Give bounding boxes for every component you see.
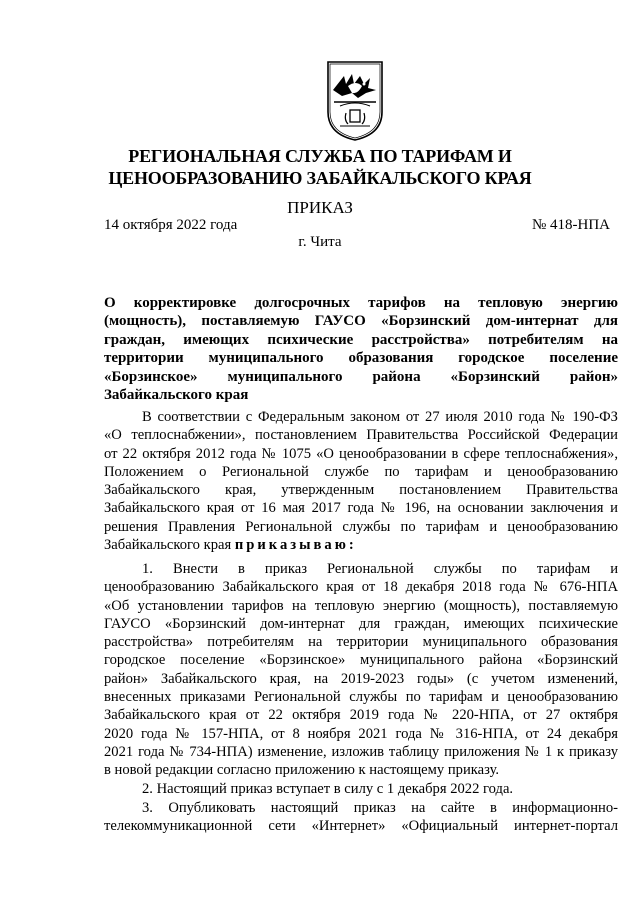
paragraph-line: ГАУСО «Борзинский дом-интернат для граждан, имеющих психические [104, 615, 618, 632]
agency-title-line-1: РЕГИОНАЛЬНАЯ СЛУЖБА ПО ТАРИФАМ И [128, 146, 512, 166]
paragraph-line [104, 536, 618, 554]
paragraph-line: Положением о Региональной службе по тарифам и ценообразованию [104, 463, 618, 480]
paragraph-line: «О теплоснабжении», постановлением Правительства Российской Федерации [104, 427, 618, 444]
paragraph-line: решения Правления Региональной службы по тарифам и ценообразованию [104, 518, 618, 535]
paragraph-line: телекоммуникационной сети «Интернет» «Официальный интернет-портал [104, 818, 618, 835]
subject-line: Забайкальского края [104, 386, 249, 403]
paragraph-line: Забайкальского края, утвержденным постановлением Правительства [104, 482, 618, 499]
paragraph-line: Забайкальского края от 16 мая 2017 года № 196, на основании заключения и [104, 500, 618, 517]
subject-line: О корректировке долгосрочных тарифов на тепловую энергию [104, 295, 618, 311]
paragraph-line: от 22 октября 2012 года № 1075 «О ценообразовании в сфере теплоснабжения», [104, 445, 618, 462]
document-type-title: ПРИКАЗ [287, 198, 353, 217]
subject-line: территории муниципального образования городское поселение [104, 350, 618, 367]
paragraph-line: В соответствии с Федеральным законом от 27 июля 2010 года № 190-ФЗ [142, 409, 618, 425]
paragraph-line: 3. Опубликовать настоящий приказ на сайте в информационно- [142, 800, 618, 816]
paragraph-line: внесенных приказами Региональной службы по тарифам и ценообразованию [104, 689, 618, 706]
paragraph-line: район» Забайкальского края, на 2019-2023 годы» (с учетом изменений, [104, 670, 618, 687]
subject-line: граждан, имеющих психические расстройства» потребителям на [104, 331, 618, 348]
paragraph-line: в новой редакции согласно приложению к настоящему приказу. [104, 762, 500, 779]
paragraph-line: ценообразованию Забайкальского края от 18 декабря 2018 года № 676-НПА [104, 579, 618, 596]
paragraph-line: городское поселение «Борзинское» муниципального района «Борзинский [104, 652, 618, 669]
paragraph-line: расстройства» потребителям на территории муниципального образования [104, 634, 618, 651]
subject-line: «Борзинское» муниципального района «Борзинский район» [104, 368, 618, 385]
paragraph-line: «Об установлении тарифов на тепловую энергию (мощность), поставляемую [104, 597, 618, 614]
item-3-paragraph [104, 799, 618, 836]
document-subject [104, 294, 618, 404]
document-date: 14 октября 2022 года [104, 217, 238, 233]
document-number: № 418-НПА [531, 217, 610, 233]
preamble-paragraph [104, 408, 618, 554]
document-city: г. Чита [298, 234, 342, 250]
coat-of-arms-emblem [326, 60, 384, 142]
paragraph-line: 2020 года № 157-НПА, от 8 ноября 2021 года № 316-НПА, от 24 декабря [104, 725, 618, 742]
paragraph-line: Забайкальского края от 22 октября 2019 года № 220-НПА, от 27 октября [104, 707, 618, 724]
preamble-last-text: Забайкальского края [104, 537, 235, 554]
prikazyvayu-word: приказываю: [234, 537, 357, 554]
paragraph-line: 2021 года № 734-НПА) изменение, изложив таблицу приложения № 1 к приказу [104, 743, 618, 760]
paragraph-line: 2. Настоящий приказ вступает в силу с 1 декабря 2022 года. [142, 781, 514, 797]
paragraph-line: 1. Внести в приказ Региональной службы по тарифам и [142, 561, 618, 577]
item-2-paragraph [104, 780, 618, 798]
subject-line: (мощность), поставляемую ГАУСО «Борзинский дом-интернат для [104, 313, 618, 330]
item-1-paragraph [104, 560, 618, 780]
agency-title-line-2: ЦЕНООБРАЗОВАНИЮ ЗАБАЙКАЛЬСКОГО КРАЯ [108, 168, 532, 188]
